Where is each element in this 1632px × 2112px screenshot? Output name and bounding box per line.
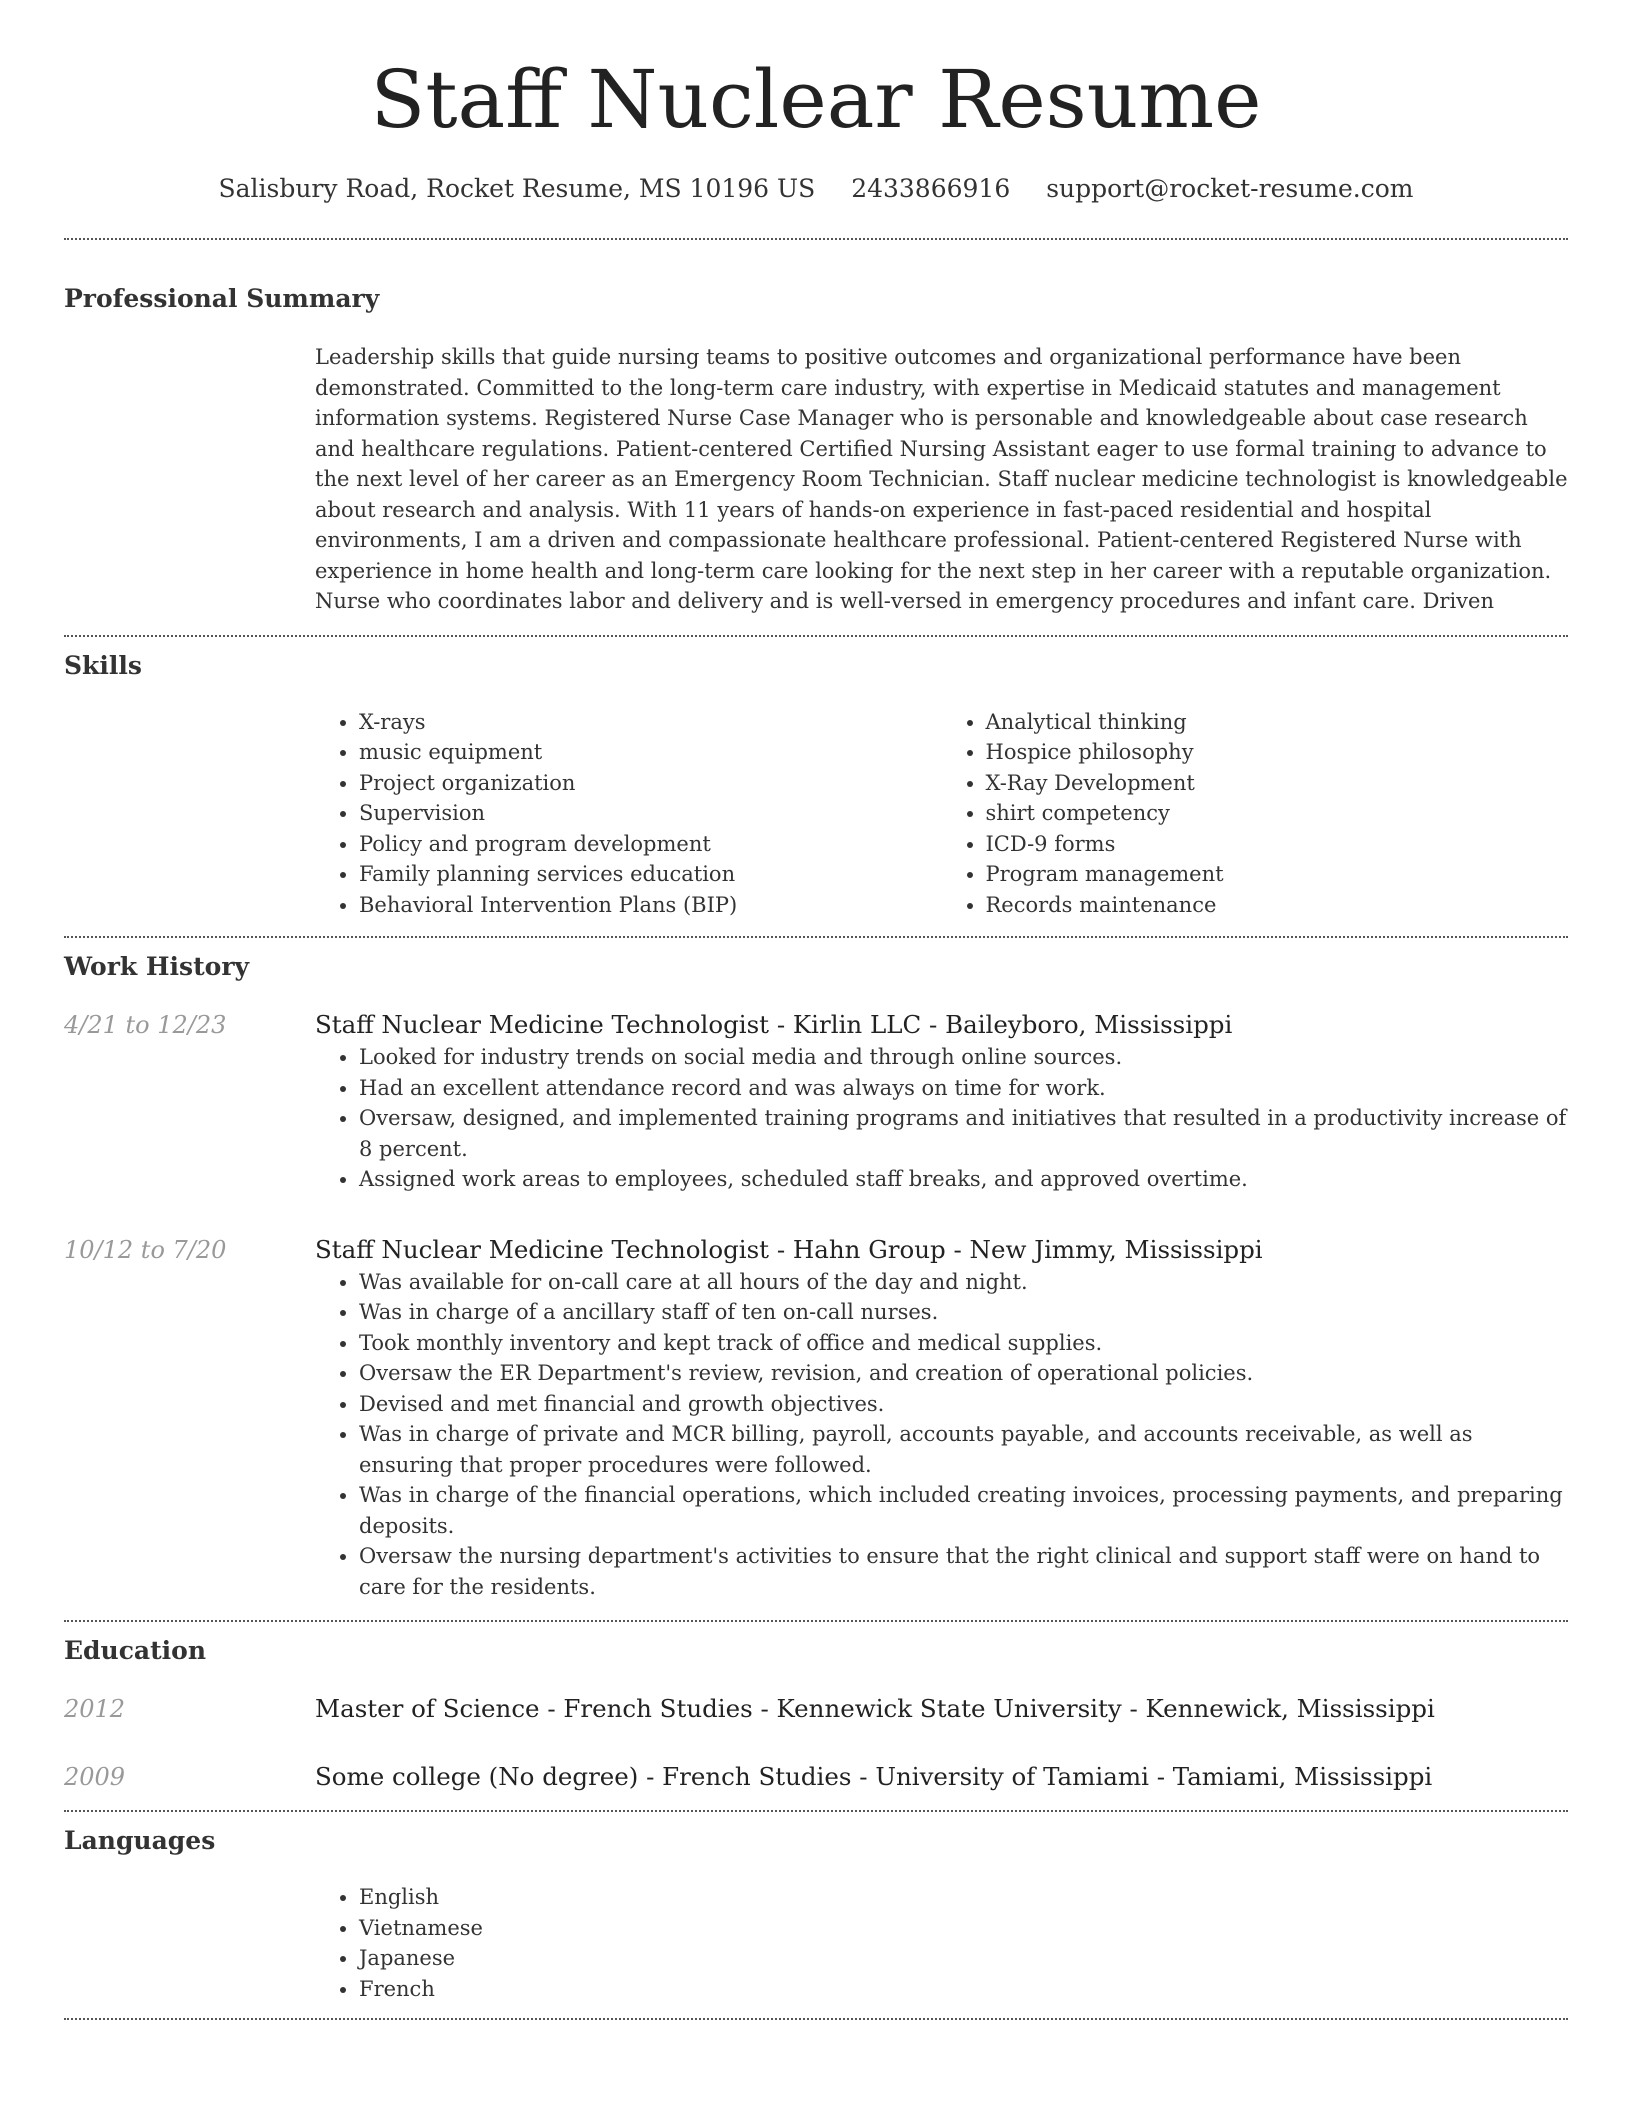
job-bullet: • Oversaw the nursing department's activities to ensure that the right clinical and support staff were on hand to care for the residents.	[359, 1541, 1568, 1602]
skill-item: • Family planning services education	[359, 859, 942, 890]
job-bullets	[315, 1267, 1568, 1603]
education-heading-line: Master of Science - French Studies - Kennewick State University - Kennewick, Mississippi	[315, 1694, 1435, 1723]
summary-text: Leadership skills that guide nursing teams to positive outcomes and organizational performance have been demonstrated. Committed to the long-term care industry, with expertise in Medicaid statutes and management information systems. Registered Nurse Case Manager who is personable and knowledgeable about case research and healthcare regulations. Patient-centered Certified Nursing Assistant eager to use formal training to advance to the next level of her career as an Emergency Room Technician. Staff nuclear medicine technologist is knowledgeable about research and analysis. With 11 years of hands-on experience in fast-paced residential and hospital environments, I am a driven and compassionate healthcare professional. Patient-centered Registered Nurse with experience in home health and long-term care looking for the next step in her career with a reputable organization. Nurse who coordinates labor and delivery and is well-versed in emergency procedures and infant care. Driven	[315, 345, 1568, 613]
job-bullet: • Was available for on-call care at all hours of the day and night.	[359, 1267, 1568, 1298]
job-heading: Staff Nuclear Medicine Technologist - Kirlin LLC - Baileyboro, Mississippi	[315, 1010, 1233, 1039]
section-divider	[64, 238, 1568, 240]
contact-phone: 2433866916	[851, 174, 1011, 203]
skills-list-left	[315, 707, 942, 921]
summary-section	[64, 282, 1568, 617]
job-bullet: • Was in charge of a ancillary staff of ten on-call nurses.	[359, 1297, 1568, 1328]
job-bullet: • Had an excellent attendance record and was always on time for work.	[359, 1073, 1568, 1104]
resume-name: Staff Nuclear Resume	[370, 53, 1262, 146]
job-bullet: • Oversaw, designed, and implemented training programs and initiatives that resulted in a productivity increase of 8 percent.	[359, 1103, 1568, 1164]
language-item: • French	[359, 1974, 1568, 2005]
job-bullets	[315, 1042, 1568, 1195]
education-section	[64, 1634, 1568, 1794]
languages-section	[64, 1824, 1568, 2004]
skill-item: • Project organization	[359, 768, 942, 799]
skill-item: • X-rays	[359, 707, 942, 738]
education-heading-line: Some college (No degree) - French Studies - University of Tamiami - Tamiami, Mississippi	[315, 1762, 1433, 1791]
job-bullet: • Took monthly inventory and kept track of office and medical supplies.	[359, 1328, 1568, 1359]
summary-heading: Professional Summary	[64, 284, 380, 313]
job-bullet: • Was in charge of the financial operations, which included creating invoices, processing payments, and preparing deposits.	[359, 1480, 1568, 1541]
language-item: • Vietnamese	[359, 1913, 1568, 1944]
education-entry	[64, 1760, 1568, 1794]
job-bullet: • Was in charge of private and MCR billing, payroll, accounts payable, and accounts receivable, as well as ensuring that proper procedures were followed.	[359, 1419, 1568, 1480]
job-heading: Staff Nuclear Medicine Technologist - Hahn Group - New Jimmy, Mississippi	[315, 1234, 1263, 1264]
contact-address: Salisbury Road, Rocket Resume, MS 10196 US	[218, 174, 816, 203]
job-bullet: • Assigned work areas to employees, scheduled staff breaks, and approved overtime.	[359, 1164, 1568, 1195]
skills-heading: Skills	[64, 650, 142, 680]
job-bullet: • Devised and met financial and growth objectives.	[359, 1389, 1568, 1420]
job-body	[315, 1233, 1568, 1603]
skill-item: • shirt competency	[986, 798, 1569, 829]
languages-list	[315, 1882, 1568, 2004]
contact-email: support@rocket-resume.com	[1046, 174, 1414, 203]
education-year: 2009	[64, 1763, 126, 1791]
skill-item: • music equipment	[359, 737, 942, 768]
skill-item: • Analytical thinking	[986, 707, 1569, 738]
work-heading: Work History	[64, 952, 250, 981]
section-divider	[64, 1620, 1568, 1622]
skill-item: • ICD-9 forms	[986, 829, 1569, 860]
skills-section	[64, 649, 1568, 921]
section-divider	[64, 2018, 1568, 2020]
job-bullet: • Oversaw the ER Department's review, revision, and creation of operational policies.	[359, 1358, 1568, 1389]
skill-item: • Program management	[986, 859, 1569, 890]
skill-item: • Hospice philosophy	[986, 737, 1569, 768]
skill-item: • Policy and program development	[359, 829, 942, 860]
language-item: • Japanese	[359, 1943, 1568, 1974]
resume-page	[64, 0, 1568, 2020]
job-dates: 4/21 to 12/23	[64, 1011, 227, 1039]
skill-item: • Supervision	[359, 798, 942, 829]
section-divider	[64, 1810, 1568, 1812]
job-entry	[64, 1233, 1568, 1603]
work-section	[64, 950, 1568, 1602]
education-heading: Education	[64, 1636, 207, 1665]
languages-list-wrap	[315, 1882, 1568, 2004]
skills-grid	[315, 707, 1568, 921]
languages-heading: Languages	[64, 1826, 216, 1855]
section-divider	[64, 936, 1568, 938]
skill-item: • Behavioral Intervention Plans (BIP)	[359, 890, 942, 921]
contact-line	[64, 172, 1568, 206]
job-dates: 10/12 to 7/20	[64, 1235, 227, 1264]
skill-item: • Records maintenance	[986, 890, 1569, 921]
skill-item: • X-Ray Development	[986, 768, 1569, 799]
education-year: 2012	[64, 1695, 126, 1723]
education-entry	[64, 1692, 1568, 1726]
section-divider	[64, 635, 1568, 637]
skills-list-right	[942, 707, 1569, 921]
job-entry	[64, 1008, 1568, 1195]
language-item: • English	[359, 1882, 1568, 1913]
job-bullet: • Looked for industry trends on social media and through online sources.	[359, 1042, 1568, 1073]
job-body	[315, 1008, 1568, 1195]
